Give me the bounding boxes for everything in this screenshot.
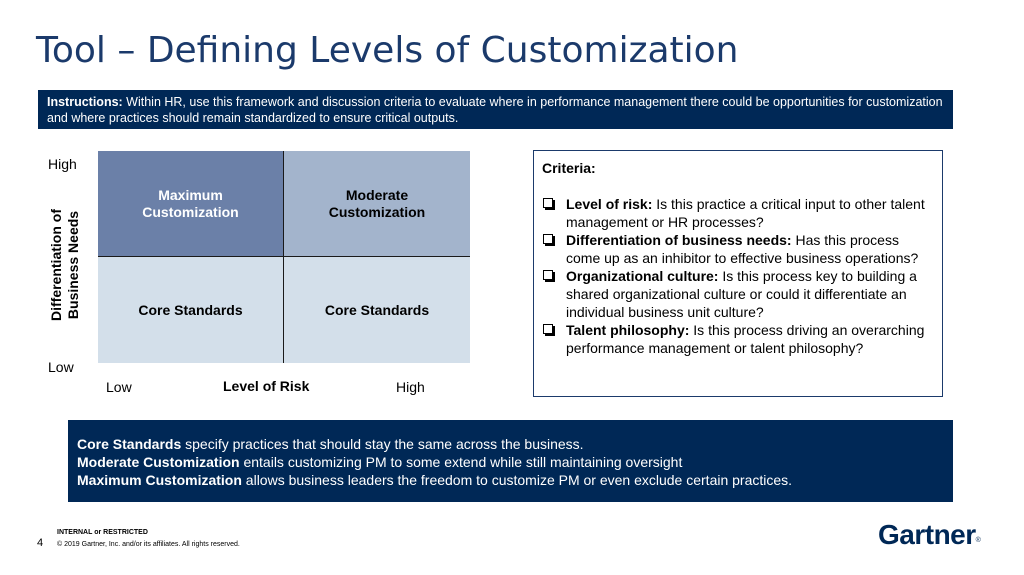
- gartner-logo: [878, 519, 980, 551]
- instructions-banner: [38, 90, 953, 129]
- criteria-term: Level of risk:: [566, 196, 653, 212]
- definition-line: [77, 435, 944, 453]
- x-axis-low: Low: [106, 379, 132, 395]
- page-number: 4: [37, 537, 44, 549]
- criteria-text: Is this practice a critical input to other talent management or HR processes?: [566, 196, 925, 230]
- criteria-list: [542, 195, 934, 357]
- y-axis-low: Low: [48, 359, 74, 375]
- criteria-box: [533, 150, 943, 397]
- cell-max-line1: Maximum: [158, 186, 223, 203]
- checkbox-bullet-icon: [543, 234, 553, 244]
- definition-line: [77, 453, 944, 471]
- criteria-item: [542, 321, 934, 357]
- cell-core-standards-low-risk: Core Standards: [98, 257, 284, 363]
- instructions-label: Instructions:: [47, 95, 123, 109]
- definitions-banner: [68, 420, 953, 502]
- classification-label: INTERNAL or RESTRICTED: [57, 529, 148, 536]
- x-axis-high: High: [396, 379, 425, 395]
- checkbox-bullet-icon: [543, 198, 553, 208]
- criteria-text: Has this process come up as an inhibitor to effective business operations?: [566, 232, 919, 266]
- definition-text: allows business leaders the freedom to customize PM or even exclude certain practices.: [241, 472, 793, 488]
- cell-mod-line1: Moderate: [345, 186, 409, 203]
- criteria-item: [542, 267, 934, 321]
- page-title: Tool – Defining Levels of Customization: [36, 30, 739, 71]
- cell-core-standards-high-risk: Core Standards: [284, 257, 470, 363]
- cell-mod-line2: Customization: [328, 203, 426, 220]
- cell-max-line2: Customization: [142, 203, 239, 220]
- criteria-term: Talent philosophy:: [566, 322, 690, 338]
- x-axis-label: Level of Risk: [223, 378, 310, 394]
- logo-text: Gartner: [878, 519, 976, 550]
- copyright-text: © 2019 Gartner, Inc. and/or its affiliates. All rights reserved.: [57, 541, 240, 548]
- criteria-text: Is this process key to building a shared organizational culture or could it differentiate an individual business unit culture?: [566, 268, 917, 320]
- cell-moderate-customization: [284, 151, 470, 257]
- definition-line: [77, 471, 944, 489]
- y-axis-label-line2: Business Needs: [65, 210, 81, 320]
- definition-text: specify practices that should stay the same across the business.: [181, 436, 584, 452]
- customization-matrix: [98, 151, 470, 363]
- criteria-text: Is this process driving an overarching performance management or talent philosophy?: [566, 322, 925, 356]
- criteria-term: Differentiation of business needs:: [566, 232, 792, 248]
- criteria-term: Organizational culture:: [566, 268, 719, 284]
- y-axis-high: High: [48, 156, 77, 172]
- y-axis-label-line1: Differentiation of: [48, 209, 64, 321]
- criteria-item: [542, 231, 934, 267]
- criteria-title: Criteria:: [542, 160, 596, 176]
- checkbox-bullet-icon: [543, 270, 553, 280]
- definition-text: entails customizing PM to some extend while still maintaining oversight: [239, 454, 683, 470]
- criteria-item: [542, 195, 934, 231]
- registered-mark: ®: [975, 537, 981, 544]
- instructions-text: Within HR, use this framework and discussion criteria to evaluate where in performance management there could be opportunities for customization and where practices should remain standardized to ensure critical outputs.: [47, 95, 943, 125]
- definition-term: Core Standards: [77, 436, 182, 452]
- cell-maximum-customization: [98, 151, 284, 257]
- definition-term: Maximum Customization: [77, 472, 242, 488]
- definition-term: Moderate Customization: [77, 454, 240, 470]
- y-axis-label: [48, 206, 82, 324]
- checkbox-bullet-icon: [543, 324, 553, 334]
